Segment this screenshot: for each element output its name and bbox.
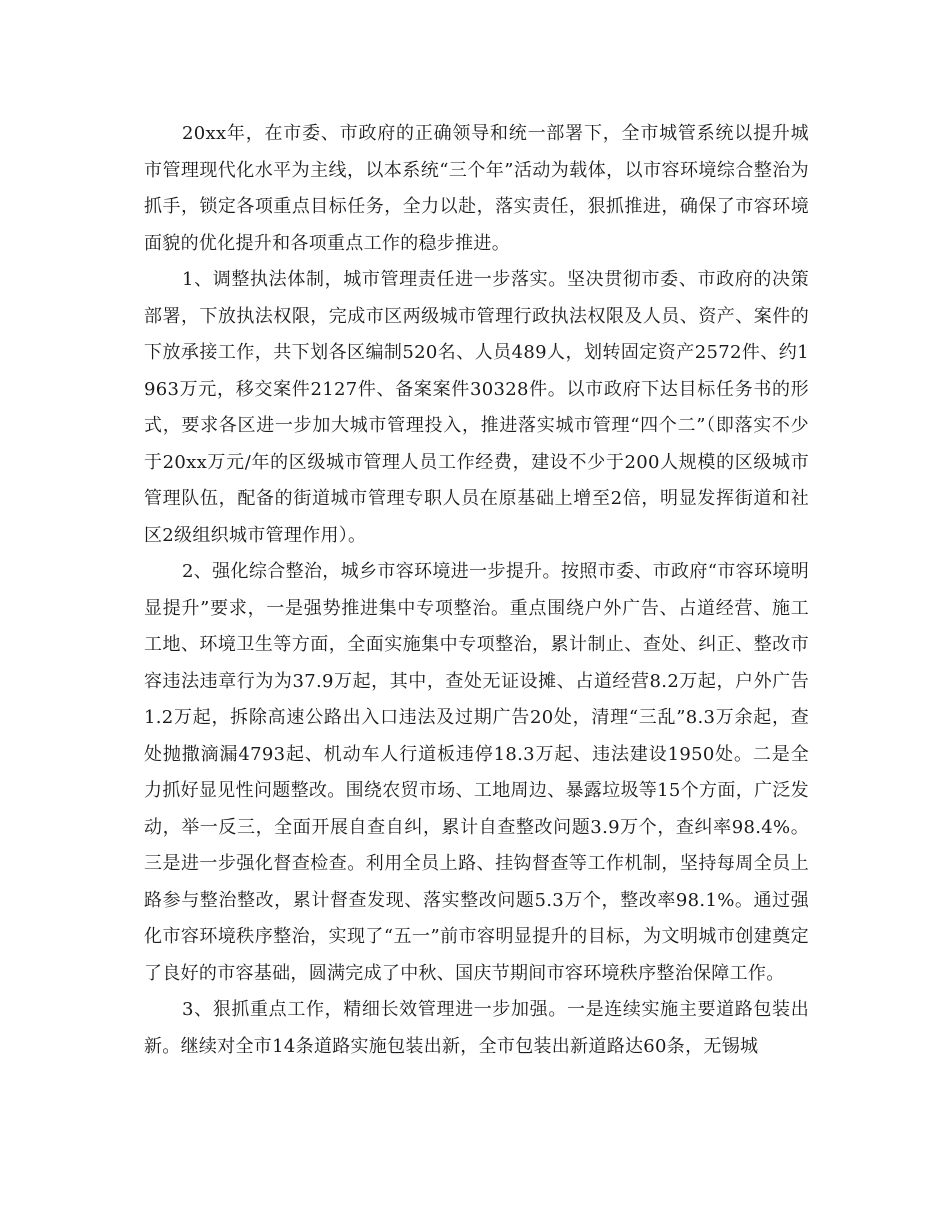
- paragraph-section-2: 2、强化综合整治，城乡市容环境进一步提升。按照市委、市政府“市容环境明显提升”要求，一是强势推进集中专项整治。重点围绕户外广告、占道经营、施工工地、环境卫生等方面，全面实施集中专项整治，累计制止、查处、纠正、整改市容违法违章行为为37.9万起，其中，查处无证设摊、占道经营8.2万起，户外广告1.2万起，拆除高速公路出入口违法及过期广告20处，清理“三乱”8.3万余起，查处抛撒滴漏4793起、机动车人行道板违停18.3万起、违法建设1950处。二是全力抓好显见性问题整改。围绕农贸市场、工地周边、暴露垃圾等15个方面，广泛发动，举一反三，全面开展自查自纠，累计自查整改问题3.9万个，查纠率98.4%。三是进一步强化督查检查。利用全员上路、挂钩督查等工作机制，坚持每周全员上路参与整治整改，累计督查发现、落实整改问题5.3万个，整改率98.1%。通过强化市容环境秩序整治，实现了“五一”前市容明显提升的目标，为文明城市创建奠定了良好的市容基础，圆满完成了中秋、国庆节期间市容环境秩序整治保障工作。: [144, 561, 809, 984]
- paragraph-section-3: 3、狠抓重点工作，精细长效管理进一步加强。一是连续实施主要道路包装出新。继续对全市14条道路实施包装出新，全市包装出新道路达60条，无锡城: [144, 999, 809, 1057]
- document-body: [144, 116, 809, 1065]
- paragraph-section-1: 1、调整执法体制，城市管理责任进一步落实。坚决贯彻市委、市政府的决策部署，下放执法权限，完成市区两级城市管理行政执法权限及人员、资产、案件的下放承接工作，共下划各区编制520名、人员489人，划转固定资产2572件、约1963万元，移交案件2127件、备案案件30328件。以市政府下达目标任务书的形式，要求各区进一步加大城市管理投入，推进落实城市管理“四个二”（即落实不少于20xx万元/年的区级城市管理人员工作经费，建设不少于200人规模的区级城市管理队伍，配备的街道城市管理专职人员在原基础上增至2倍，明显发挥街道和社区2级组织城市管理作用）。: [144, 269, 809, 546]
- paragraph-intro: 20xx年，在市委、市政府的正确领导和统一部署下，全市城管系统以提升城市管理现代化水平为主线，以本系统“三个年”活动为载体，以市容环境综合整治为抓手，锁定各项重点目标任务，全力以赴，落实责任，狠抓推进，确保了市容环境面貌的优化提升和各项重点工作的稳步推进。: [144, 123, 809, 254]
